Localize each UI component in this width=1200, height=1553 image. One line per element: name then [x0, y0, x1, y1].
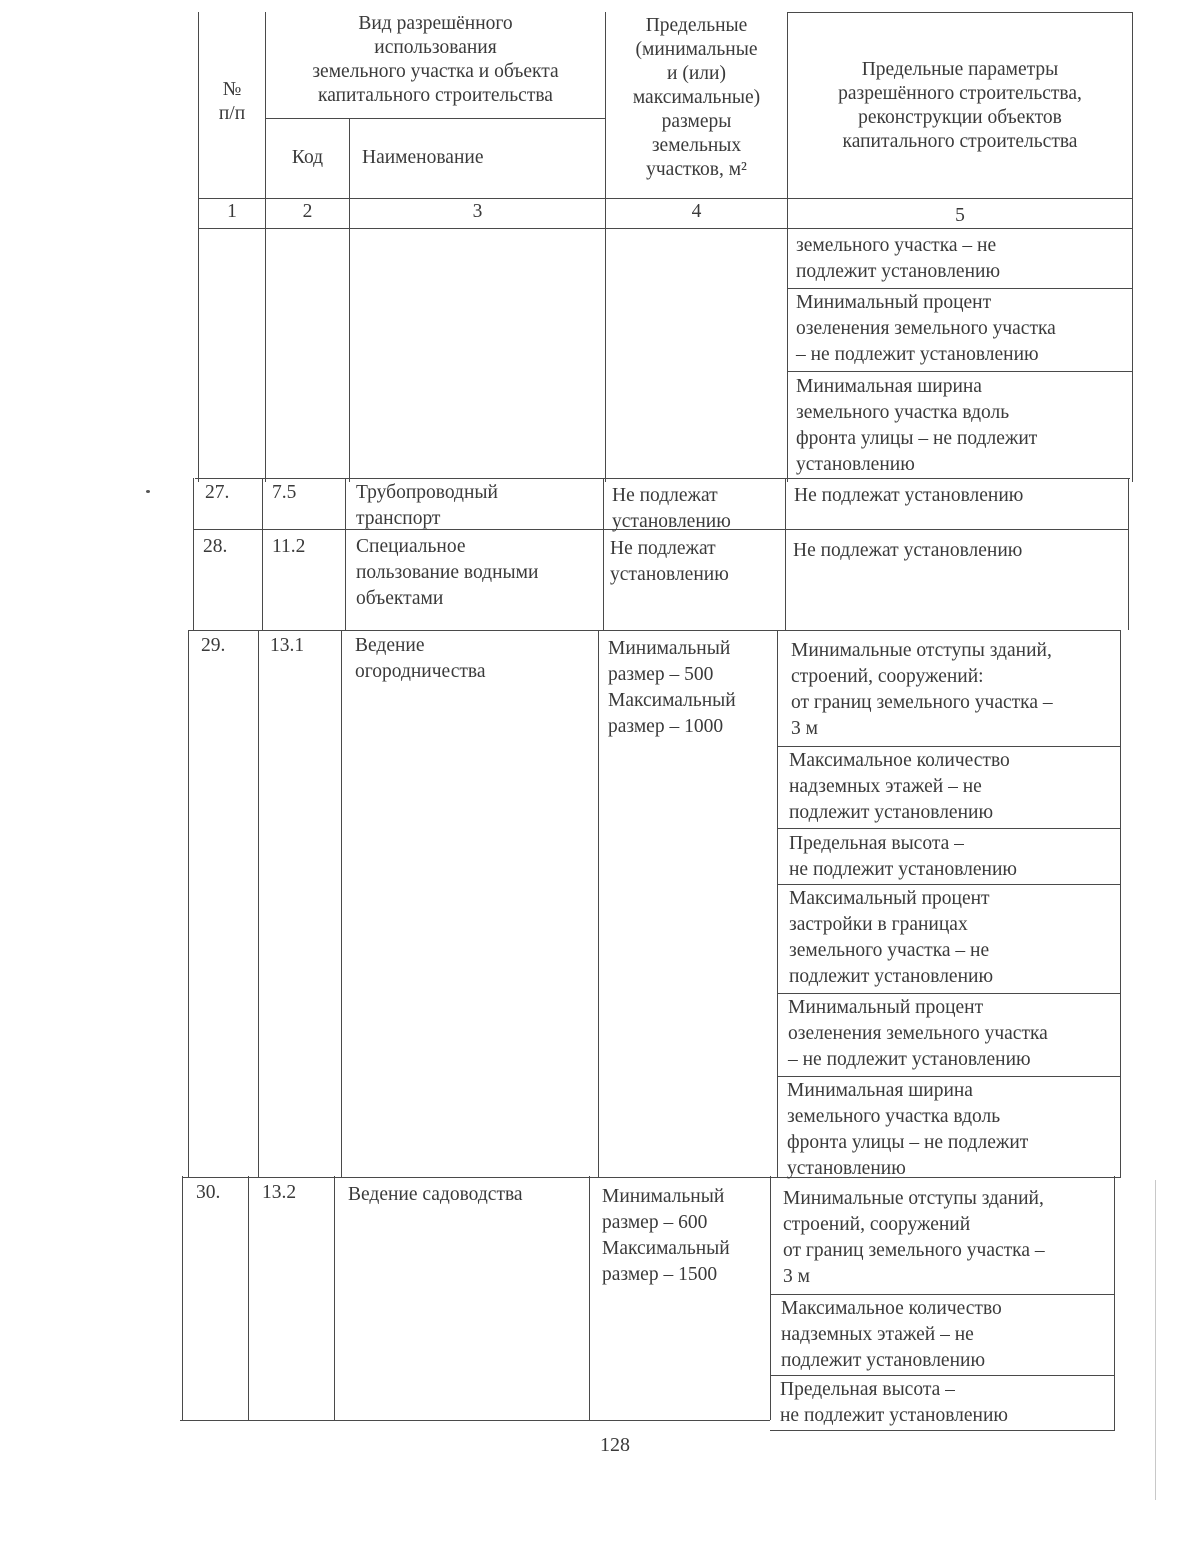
scan-speck [146, 490, 150, 493]
param-cell: Минимальные отступы зданий, строений, сооружений: от границ земельного участка – 3 м [791, 640, 1053, 739]
param-cell: Предельная высота – не подлежит установлению [789, 833, 1017, 880]
param-cell: земельного участка – не подлежит установлению [796, 235, 1001, 282]
param-separator [777, 1076, 1121, 1077]
param-cell: Предельная высота – не подлежит установлению [780, 1379, 1008, 1426]
row-plot-size: Не подлежат установлению [610, 538, 729, 585]
column-number: 1 [227, 201, 237, 222]
row-number: 29. [201, 635, 226, 656]
row-name: Ведение огородничества [355, 635, 486, 682]
column-number: 3 [472, 201, 483, 222]
table-right-border [1114, 1176, 1115, 1430]
row-number: 30. [196, 1182, 221, 1203]
scan-edge-line [1155, 1180, 1156, 1500]
param-cell: Не подлежат установлению [793, 540, 1023, 561]
col-divider-3 [589, 1176, 590, 1420]
col-divider-2 [349, 118, 350, 482]
param-separator [777, 828, 1121, 829]
param-cell: Минимальный процент озеленения земельного участка – не подлежит установлению [796, 292, 1056, 365]
table-bottom-border [180, 1420, 770, 1421]
row-plot-size: Минимальный размер – 600 Максимальный размер – 1500 [602, 1186, 730, 1285]
param-cell: Минимальные отступы зданий, строений, сооружений от границ земельного участка – 3 м [783, 1188, 1045, 1287]
column-number: 4 [691, 201, 702, 222]
param-separator [770, 1294, 1115, 1295]
col-divider-3 [603, 478, 604, 630]
header-code: Код [291, 147, 324, 168]
col-divider-4 [785, 478, 786, 630]
header-plot-size: Предельные (минимальные и (или) максимальные) размеры земельных участков, м² [632, 15, 761, 180]
table-left-border [182, 1176, 183, 1420]
header-top-border [787, 12, 1133, 13]
header-construction-params: Предельные параметры разрешённого строительства, реконструкции объектов капитального строительства [838, 59, 1082, 152]
table-left-border [193, 478, 194, 630]
header-name: Наименование [362, 147, 484, 168]
row-number: 27. [205, 482, 230, 503]
row-code: 13.2 [262, 1182, 297, 1203]
row-name: Ведение садоводства [348, 1184, 523, 1205]
col-divider-4 [770, 1176, 771, 1420]
param-cell: Не подлежат установлению [794, 485, 1024, 506]
page-number: 128 [600, 1434, 630, 1456]
row-code: 7.5 [272, 482, 297, 503]
header-permitted-use-group: Вид разрешённого использования земельного участка и объекта капитального строительства [312, 13, 559, 106]
header-bottom-border [198, 198, 1133, 199]
param-cell: Минимальный процент озеленения земельного участка – не подлежит установлению [788, 997, 1048, 1070]
param-separator [787, 371, 1132, 372]
table-right-border [1120, 630, 1121, 1178]
column-number: 2 [302, 201, 313, 222]
col-divider-2 [341, 630, 342, 1178]
col-divider-2 [334, 1176, 335, 1420]
row-number: 28. [203, 536, 228, 557]
row-name: Трубопроводный транспорт [356, 482, 498, 529]
param-separator [777, 746, 1121, 747]
column-number: 5 [955, 205, 965, 226]
row-plot-size: Минимальный размер – 500 Максимальный размер – 1000 [608, 638, 736, 737]
param-separator [777, 993, 1121, 994]
param-cell: Минимальная ширина земельного участка вдоль фронта улицы – не подлежит установлению [796, 376, 1038, 475]
number-row-bottom-border [198, 228, 1133, 229]
row-separator [195, 478, 1130, 479]
col-divider-1 [248, 1176, 249, 1420]
row-name: Специальное пользование водными объектами [356, 536, 539, 609]
header-col-number: № п/п [218, 79, 246, 124]
table-right-border [1132, 12, 1133, 482]
col-divider-3 [598, 630, 599, 1178]
table-right-border [1128, 478, 1129, 630]
table-left-border [188, 630, 189, 1178]
row-separator [188, 630, 1121, 631]
param-separator [777, 884, 1121, 885]
param-cell: Минимальная ширина земельного участка вдоль фронта улицы – не подлежит установлению [787, 1080, 1029, 1179]
param-separator [770, 1375, 1115, 1376]
param-cell: Максимальное количество надземных этажей – не подлежит установлению [789, 750, 1010, 823]
col-divider-1 [258, 630, 259, 1178]
col-divider-2 [345, 478, 346, 630]
row-code: 13.1 [270, 635, 305, 656]
row-code: 11.2 [272, 536, 306, 557]
param-cell: Максимальное количество надземных этажей – не подлежит установлению [781, 1298, 1002, 1371]
col-divider-4 [777, 630, 778, 1178]
header-group-divider [265, 118, 605, 119]
param-separator [787, 288, 1132, 289]
table-bottom-border [770, 1430, 1115, 1431]
row-plot-size: Не подлежат установлению [612, 485, 731, 532]
col-divider-1 [262, 478, 263, 630]
param-cell: Максимальный процент застройки в границах земельного участка – не подлежит установлению [789, 888, 994, 987]
